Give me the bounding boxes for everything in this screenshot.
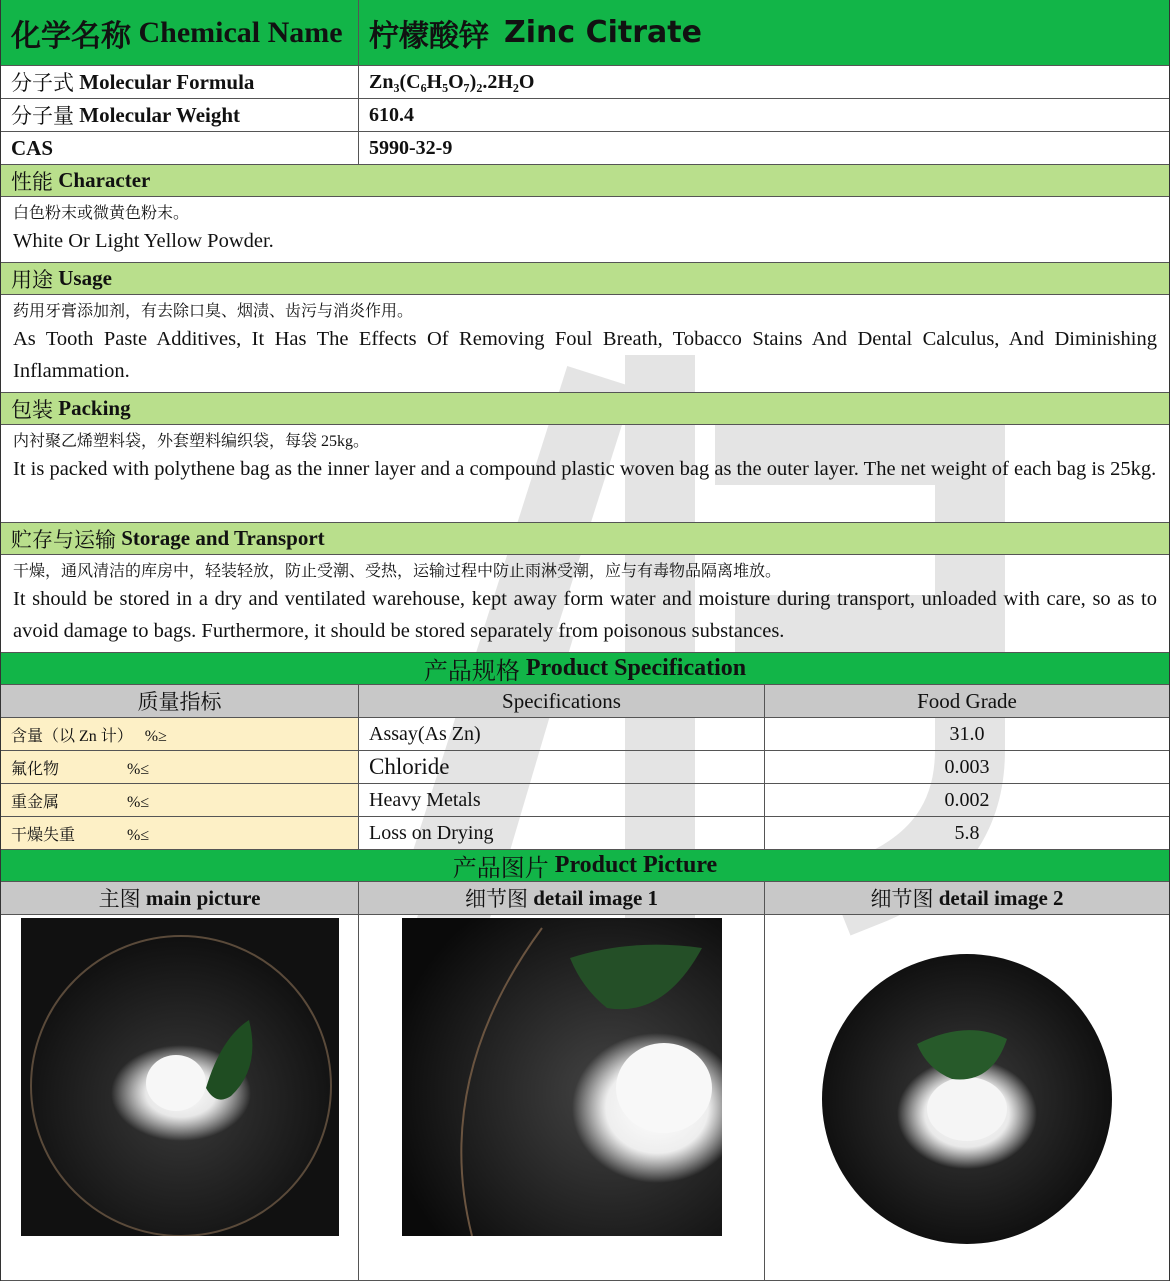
spec-title-cn: 产品规格 (423, 659, 520, 685)
detail-image-2 (817, 949, 1117, 1249)
spec-name-cell: Assay(As Zn) (359, 718, 765, 750)
main-picture-label-en: main picture (145, 885, 261, 910)
title-row (1, 0, 1169, 66)
picture-title-cn: 产品图片 (452, 856, 549, 882)
product-name-cn: 柠檬酸锌 (369, 19, 489, 53)
character-text-en: White Or Light Yellow Powder. (13, 230, 274, 252)
spec-band (1, 653, 1169, 685)
spec-name-cell: Chloride (359, 751, 765, 783)
section-character-body (1, 197, 1169, 263)
formula-label-en: Molecular Formula (79, 69, 255, 94)
spec-index-cell: 重金属 %≤ (1, 784, 359, 816)
section-packing-header (1, 393, 1169, 425)
section-storage-header (1, 523, 1169, 555)
spec-index-cell: 干燥失重 %≤ (1, 817, 359, 849)
info-row-cas (1, 132, 1169, 165)
chemical-name-label-en: Chemical Name (138, 15, 343, 49)
spec-value-cell: 31.0 (949, 722, 985, 745)
detail-1-label-cn: 细节图 (464, 887, 528, 911)
usage-text-cn: 药用牙膏添加剂，有去除口臭、烟渍、齿污与消炎作用。 (13, 303, 414, 320)
product-name-en: Zinc Citrate (504, 15, 702, 50)
spec-value-cell: 0.002 (944, 788, 990, 811)
weight-label-en: Molecular Weight (79, 102, 241, 127)
picture-row (1, 915, 1169, 1281)
main-picture-image (21, 918, 339, 1236)
storage-text-en: It should be stored in a dry and ventilated warehouse, kept away form water and moisture during transport, unloaded with care, so as to avoid damage to bags. Furthermore, it should be stored separately from poisonous substances. (13, 588, 1157, 642)
info-row-formula (1, 66, 1169, 99)
table-row (1, 784, 1169, 817)
table-row (1, 718, 1169, 751)
character-text-cn: 白色粉末或微黄色粉末。 (13, 205, 190, 222)
character-title-en: Character (58, 168, 151, 192)
spec-header-grade: Food Grade (917, 688, 1017, 713)
table-row (1, 817, 1169, 850)
spec-name-cell: Heavy Metals (359, 784, 765, 816)
formula-label-cn: 分子式 (11, 71, 74, 95)
chemical-name-label-cn: 化学名称 (11, 19, 131, 53)
packing-text-cn: 内衬聚乙烯塑料袋，外套塑料编织袋，每袋 25kg。 (13, 433, 370, 450)
section-usage-header (1, 263, 1169, 295)
section-packing-body (1, 425, 1169, 523)
section-usage-body (1, 295, 1169, 393)
spec-title-en: Product Specification (525, 655, 747, 681)
picture-title-en: Product Picture (554, 852, 718, 878)
weight-label-cn: 分子量 (11, 104, 74, 128)
spec-header-spec: Specifications (359, 685, 765, 717)
formula-value: Zn₃(C₆H₅O₇)₂.2H₂O (369, 70, 535, 93)
usage-text-en: As Tooth Paste Additives, It Has The Effects Of Removing Foul Breath, Tobacco Stains And Dental Calculus, And Diminishing Inflammation. (13, 328, 1157, 382)
storage-title-cn: 贮存与运输 (11, 527, 116, 552)
info-row-weight (1, 99, 1169, 132)
spec-value-cell: 5.8 (954, 821, 980, 844)
packing-title-cn: 包装 (11, 397, 53, 422)
packing-title-en: Packing (58, 396, 131, 420)
storage-title-en: Storage and Transport (121, 526, 325, 550)
picture-band (1, 850, 1169, 882)
detail-1-label-en: detail image 1 (533, 885, 659, 910)
detail-2-label-cn: 细节图 (870, 887, 934, 911)
section-character-header (1, 165, 1169, 197)
spec-index-cell: 氟化物 %≤ (1, 751, 359, 783)
spec-header-index: 质量指标 (1, 685, 359, 717)
character-title-cn: 性能 (11, 169, 53, 194)
usage-title-cn: 用途 (11, 267, 53, 292)
chemical-name-label (1, 0, 359, 65)
packing-text-en: It is packed with polythene bag as the inner layer and a compound plastic woven bag as the outer layer. The net weight of each bag is 25kg. (13, 458, 1157, 480)
product-name (359, 0, 1169, 65)
spec-index-cell: 含量（以 Zn 计） %≥ (1, 718, 359, 750)
spec-name-cell: Loss on Drying (359, 817, 765, 849)
main-picture-label-cn: 主图 (98, 887, 141, 911)
cas-value: 5990-32-9 (369, 136, 453, 159)
usage-title-en: Usage (58, 266, 112, 290)
spec-header-row (1, 685, 1169, 718)
storage-text-cn: 干燥，通风清洁的库房中，轻装轻放，防止受潮、受热，运输过程中防止雨淋受潮，应与有毒物品隔离堆放。 (13, 563, 782, 580)
section-storage-body (1, 555, 1169, 653)
spec-value-cell: 0.003 (944, 755, 990, 778)
weight-value: 610.4 (369, 103, 414, 126)
detail-2-label-en: detail image 2 (938, 885, 1064, 910)
cas-label-en: CAS (11, 135, 54, 160)
picture-header-row (1, 882, 1169, 915)
table-row (1, 751, 1169, 784)
detail-image-1 (402, 918, 722, 1236)
